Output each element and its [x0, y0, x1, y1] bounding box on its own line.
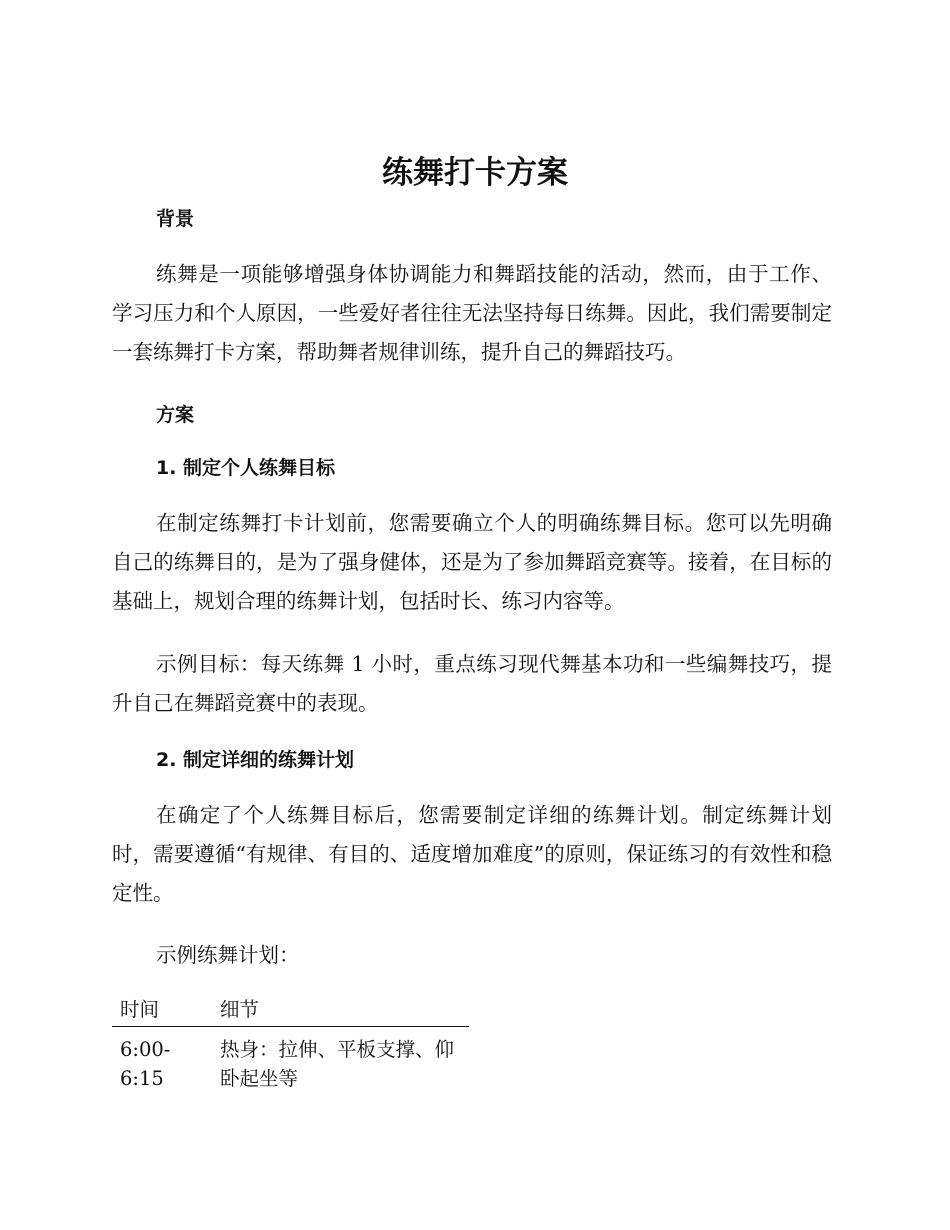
schedule-table-container	[112, 995, 469, 1093]
step1-example-paragraph: 示例目标：每天练舞 1 小时，重点练习现代舞基本功和一些编舞技巧，提升自己在舞蹈竞赛中的表现。	[112, 652, 832, 715]
plan-heading: 方案	[156, 404, 195, 426]
table-header-detail: 细节	[212, 995, 469, 1027]
table-cell-time: 6:00-6:15	[120, 1038, 171, 1090]
step1-heading: 1. 制定个人练舞目标	[156, 457, 336, 479]
document-title: 练舞打卡方案	[382, 155, 568, 191]
background-heading: 背景	[156, 208, 195, 230]
step2-heading: 2. 制定详细的练舞计划	[156, 749, 355, 771]
schedule-table	[112, 995, 469, 1093]
step2-paragraph: 在确定了个人练舞目标后，您需要制定详细的练舞计划。制定练舞计划时，需要遵循“有规律、有目的、适度增加难度”的原则，保证练习的有效性和稳定性。	[112, 803, 832, 905]
step1-paragraph: 在制定练舞打卡计划前，您需要确立个人的明确练舞目标。您可以先明确自己的练舞目的，是为了强身健体，还是为了参加舞蹈竞赛等。接着，在目标的基础上，规划合理的练舞计划，包括时长、练习内容等。	[112, 511, 832, 613]
table-header-row	[112, 995, 469, 1027]
step2-example-label: 示例练舞计划：	[156, 943, 300, 967]
background-paragraph: 练舞是一项能够增强身体协调能力和舞蹈技能的活动，然而，由于工作、学习压力和个人原因，一些爱好者往往无法坚持每日练舞。因此，我们需要制定一套练舞打卡方案，帮助舞者规律训练，提升自己的舞蹈技巧。	[112, 262, 832, 364]
table-header-time: 时间	[112, 995, 212, 1027]
table-cell-detail: 热身：拉伸、平板支撑、仰卧起坐等	[220, 1038, 455, 1090]
table-row	[112, 1027, 469, 1094]
